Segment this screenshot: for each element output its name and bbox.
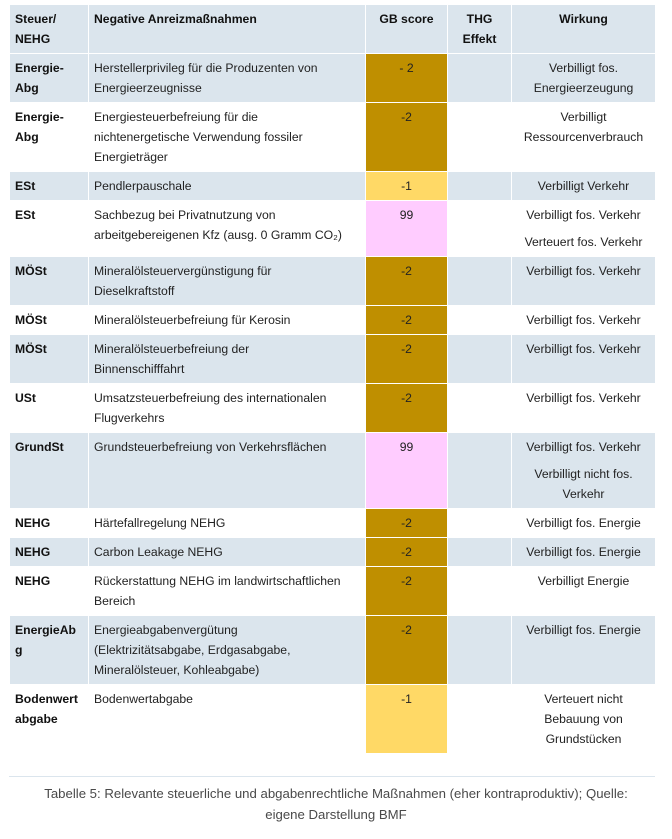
cell-effect (512, 103, 656, 172)
cell-gb-score: -2 (366, 335, 448, 384)
cell-effect (512, 433, 656, 509)
cell-tax: Energie- Abg (10, 103, 89, 172)
effect-text: Verbilligt fos. Energieerzeugung (533, 61, 634, 95)
cell-gb-score: -2 (366, 384, 448, 433)
header-effect: Wirkung (512, 5, 656, 54)
cell-tax: ESt (10, 201, 89, 257)
table-row (10, 433, 656, 509)
cell-thg-effect (448, 257, 512, 306)
cell-thg-effect (448, 335, 512, 384)
table-body (10, 54, 656, 754)
cell-thg-effect (448, 433, 512, 509)
cell-measure: Energieabgabenvergütung (Elektrizitätsabgabe, Erdgasabgabe, Mineralölsteuer, Kohleabgabe) (89, 616, 366, 685)
table-row (10, 384, 656, 433)
cell-effect (512, 172, 656, 201)
cell-measure: Umsatzsteuerbefreiung des internationalen Flugverkehrs (89, 384, 366, 433)
cell-effect (512, 384, 656, 433)
cell-effect (512, 567, 656, 616)
cell-tax: ESt (10, 172, 89, 201)
table-row (10, 335, 656, 384)
table-row (10, 509, 656, 538)
table-row (10, 567, 656, 616)
cell-thg-effect (448, 103, 512, 172)
cell-thg-effect (448, 509, 512, 538)
cell-tax: Energie- Abg (10, 54, 89, 103)
cell-measure: Herstellerprivileg für die Produzenten von Energieerzeugnisse (89, 54, 366, 103)
table-row (10, 103, 656, 172)
cell-gb-score: - 2 (366, 54, 448, 103)
header-row (10, 5, 656, 54)
table-row (10, 54, 656, 103)
effect-text: Verbilligt Energie (537, 574, 630, 588)
cell-measure: Grundsteuerbefreiung von Verkehrsflächen (89, 433, 366, 509)
cell-effect (512, 201, 656, 257)
table-caption: Tabelle 5: Relevante steuerliche und abgabenrechtliche Maßnahmen (eher kontraproduktiv); Quelle: eigene Darstellung BMF (44, 786, 628, 822)
cell-thg-effect (448, 567, 512, 616)
cell-gb-score: -2 (366, 103, 448, 172)
effect-text: Verbilligt fos. Verkehr (526, 342, 641, 356)
cell-tax: EnergieAb g (10, 616, 89, 685)
cell-gb-score: -2 (366, 567, 448, 616)
measures-table (9, 4, 656, 754)
cell-measure: Sachbezug bei Privatnutzung von arbeitgebereigenen Kfz (ausg. 0 Gramm CO₂) (89, 201, 366, 257)
cell-effect (512, 257, 656, 306)
header-thg: THG Effekt (448, 5, 512, 54)
cell-gb-score: 99 (366, 201, 448, 257)
cell-thg-effect (448, 538, 512, 567)
cell-effect (512, 538, 656, 567)
cell-thg-effect (448, 616, 512, 685)
cell-thg-effect (448, 201, 512, 257)
cell-tax: NEHG (10, 567, 89, 616)
table-row (10, 685, 656, 754)
cell-effect (512, 306, 656, 335)
cell-tax: Bodenwert abgabe (10, 685, 89, 754)
cell-gb-score: -2 (366, 616, 448, 685)
table-row (10, 616, 656, 685)
cell-tax: NEHG (10, 509, 89, 538)
effect-text: Verbilligt Ressourcenverbrauch (523, 110, 644, 144)
cell-thg-effect (448, 384, 512, 433)
effect-text: Verteuert fos. Verkehr (524, 235, 643, 249)
cell-tax: MÖSt (10, 257, 89, 306)
cell-measure: Bodenwertabgabe (89, 685, 366, 754)
effect-text: Verbilligt fos. Energie (526, 516, 641, 530)
effect-text: Verbilligt Verkehr (537, 179, 630, 193)
header-score: GB score (366, 5, 448, 54)
cell-gb-score: -2 (366, 538, 448, 567)
cell-effect (512, 685, 656, 754)
table-row (10, 306, 656, 335)
cell-effect (512, 335, 656, 384)
cell-tax: NEHG (10, 538, 89, 567)
effect-text: Verbilligt fos. Verkehr (526, 264, 641, 278)
cell-tax: MÖSt (10, 335, 89, 384)
cell-effect (512, 509, 656, 538)
header-tax: Steuer/ NEHG (10, 5, 89, 54)
cell-tax: USt (10, 384, 89, 433)
cell-gb-score: -1 (366, 685, 448, 754)
cell-tax: GrundSt (10, 433, 89, 509)
table-bottom-rule (9, 776, 655, 777)
cell-gb-score: -1 (366, 172, 448, 201)
cell-effect (512, 616, 656, 685)
effect-text: Verbilligt fos. Energie (526, 545, 641, 559)
table-row (10, 257, 656, 306)
effect-text: Verbilligt fos. Verkehr (526, 440, 641, 454)
cell-thg-effect (448, 306, 512, 335)
cell-thg-effect (448, 172, 512, 201)
cell-measure: Energiesteuerbefreiung für die nichtenergetische Verwendung fossiler Energieträger (89, 103, 366, 172)
effect-text: Verbilligt nicht fos. Verkehr (534, 467, 633, 501)
cell-measure: Carbon Leakage NEHG (89, 538, 366, 567)
effect-text: Verteuert nicht Bebauung von Grundstücken (544, 692, 623, 746)
cell-measure: Mineralölsteuerbefreiung für Kerosin (89, 306, 366, 335)
cell-gb-score: -2 (366, 509, 448, 538)
cell-measure: Pendlerpauschale (89, 172, 366, 201)
header-measure: Negative Anreizmaßnahmen (89, 5, 366, 54)
cell-thg-effect (448, 685, 512, 754)
cell-gb-score: -2 (366, 306, 448, 335)
cell-gb-score: 99 (366, 433, 448, 509)
effect-text: Verbilligt fos. Verkehr (526, 208, 641, 222)
cell-thg-effect (448, 54, 512, 103)
table-row (10, 201, 656, 257)
table-row (10, 538, 656, 567)
effect-text: Verbilligt fos. Verkehr (526, 313, 641, 327)
effect-text: Verbilligt fos. Verkehr (526, 391, 641, 405)
cell-measure: Mineralölsteuervergünstigung für Dieselkraftstoff (89, 257, 366, 306)
cell-measure: Rückerstattung NEHG im landwirtschaftlichen Bereich (89, 567, 366, 616)
cell-measure: Mineralölsteuerbefreiung der Binnenschifffahrt (89, 335, 366, 384)
cell-measure: Härtefallregelung NEHG (89, 509, 366, 538)
cell-gb-score: -2 (366, 257, 448, 306)
table-row (10, 172, 656, 201)
cell-tax: MÖSt (10, 306, 89, 335)
effect-text: Verbilligt fos. Energie (526, 623, 641, 637)
cell-effect (512, 54, 656, 103)
